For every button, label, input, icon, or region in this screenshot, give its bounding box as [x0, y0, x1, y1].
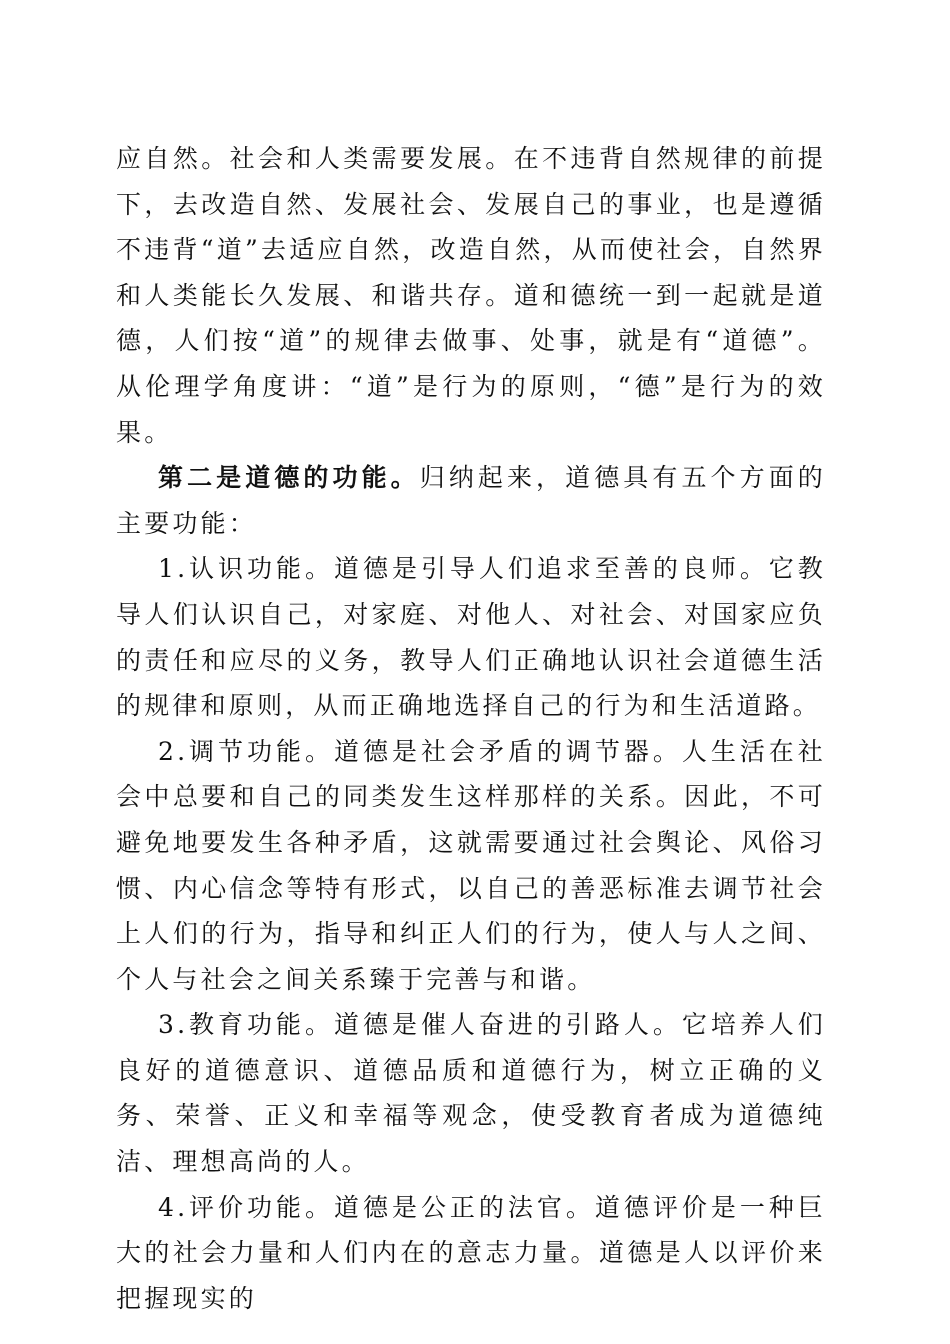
paragraph-continuation: 应自然。社会和人类需要发展。在不违背自然规律的前提下，去改造自然、发展社会、发展自己的事业，也是遵循不违背“道”去适应自然，改造自然，从而使社会，自然界和人类能长久发展、和谐共存。道和德统一到一起就是道德，人们按“道”的规律去做事、处事，就是有“道德”。从伦理学角度讲：“道”是行为的原则，“德”是行为的效果。: [116, 144, 826, 447]
paragraph-educational-function: 3.教育功能。道德是催人奋进的引路人。它培养人们良好的道德意识、道德品质和道德行为，树立正确的义务、荣誉、正义和幸福等观念，使受教育者成为道德纯洁、理想高尚的人。: [116, 1010, 826, 1177]
body-text: [116, 136, 826, 1321]
paragraph-evaluation-function: 4.评价功能。道德是公正的法官。道德评价是一种巨大的社会力量和人们内在的意志力量。道德是人以评价来把握现实的: [116, 1192, 826, 1313]
section-lead: 第二是道德的功能。: [158, 463, 420, 493]
paragraph-text: 归纳起来，道德具有五个方面的主要功能：: [116, 463, 826, 538]
paragraph-functions-intro: [116, 455, 826, 546]
paragraph-regulating-function: 2.调节功能。道德是社会矛盾的调节器。人生活在社会中总要和自己的同类发生这样那样的关系。因此，不可避免地要发生各种矛盾，这就需要通过社会舆论、风俗习惯、内心信念等特有形式，以自己的善恶标准去调节社会上人们的行为，指导和纠正人们的行为，使人与人之间、个人与社会之间关系臻于完善与和谐。: [116, 736, 826, 994]
paragraph-cognitive-function: 1.认识功能。道德是引导人们追求至善的良师。它教导人们认识自己，对家庭、对他人、对社会、对国家应负的责任和应尽的义务，教导人们正确地认识社会道德生活的规律和原则，从而正确地选择自己的行为和生活道路。: [116, 554, 826, 721]
